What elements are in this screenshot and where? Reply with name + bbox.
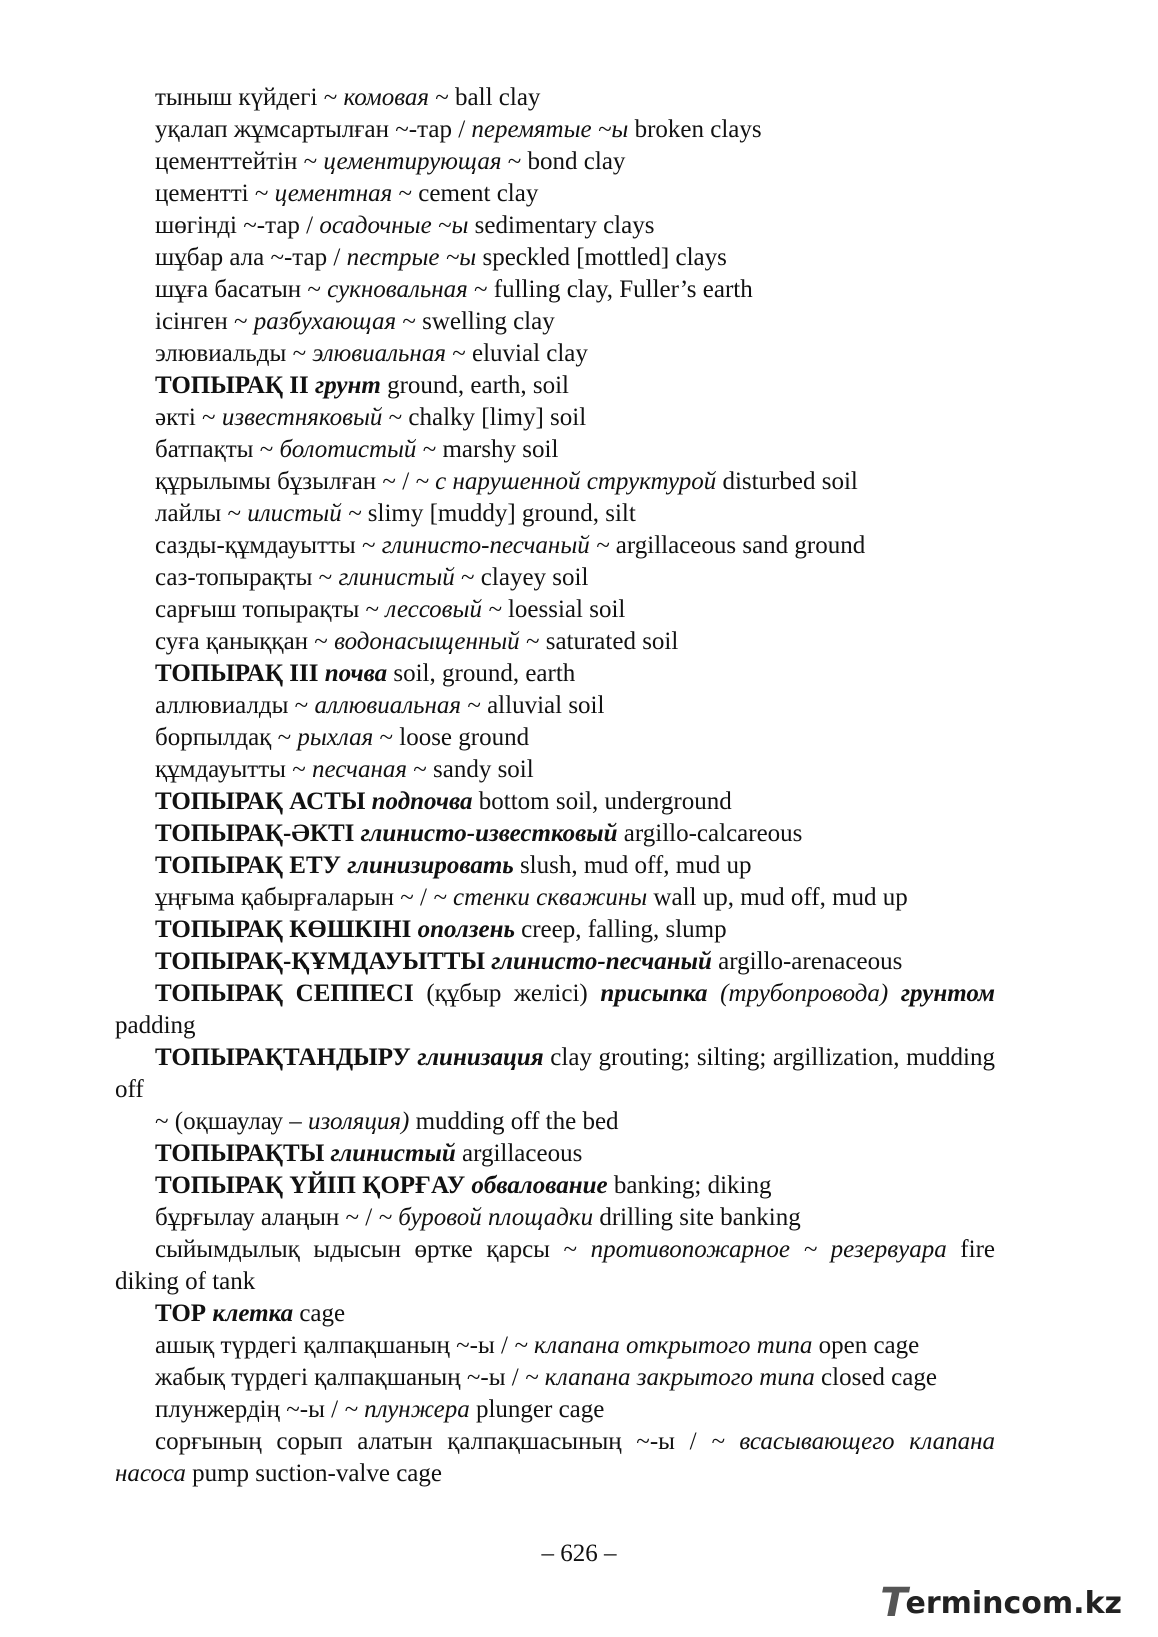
headword-kazakh: ТОПЫРАҚ ҮЙІП ҚОРҒАУ <box>155 1172 472 1199</box>
headword-kazakh: ТОПЫРАҚ ЕТУ <box>155 852 348 879</box>
term-english: creep, falling, slump <box>514 916 727 943</box>
headword-kazakh: ТОПЫРАҚ III <box>155 660 325 687</box>
term-english: ~ ball clay <box>429 84 541 111</box>
term-english: ~ swelling clay <box>396 308 555 335</box>
term-english: cage <box>293 1300 346 1327</box>
dictionary-entry <box>115 530 995 562</box>
headword-russian: глинисто-песчаный <box>491 948 712 975</box>
term-english: open cage <box>812 1332 920 1359</box>
term-english: slimy [muddy] ground, silt <box>361 500 636 527</box>
term-kazakh: сорғының сорып алатын қалпақшасының ~-ы / <box>155 1428 712 1455</box>
dictionary-entry <box>115 402 995 434</box>
headword-kazakh: ТОПЫРАҚ СЕППЕСІ <box>155 980 427 1007</box>
dictionary-entries <box>115 82 995 1490</box>
dictionary-entry <box>115 754 995 786</box>
term-english: ~ cement clay <box>392 180 539 207</box>
term-russian: перемятые ~ы <box>471 116 629 143</box>
headword-kazakh: ТОПЫРАҚ-ҚҰМДАУЫТТЫ <box>155 948 492 975</box>
dictionary-entry <box>115 946 995 978</box>
term-kazakh: ұңғыма қабырғаларын ~ / <box>155 884 434 911</box>
headword-russian: глинизация <box>417 1044 544 1071</box>
dictionary-entry <box>115 882 995 914</box>
term-english: argillaceous <box>455 1140 583 1167</box>
watermark-t-letter: T <box>880 1580 908 1626</box>
term-english: ~ clayey soil <box>454 564 589 591</box>
term-russian: песчаная <box>311 756 407 783</box>
term-kazakh: саз-топырақты ~ <box>155 564 339 591</box>
term-kazakh: батпақты ~ <box>155 436 280 463</box>
term-english: wall up, mud off, mud up <box>647 884 908 911</box>
headword-kazakh: ТОПЫРАҚ АСТЫ <box>155 788 372 815</box>
watermark-text: ermincom.kz <box>905 1585 1122 1621</box>
headword-russian: клетка <box>212 1300 294 1327</box>
term-kazakh: бұрғылау алаңын ~ / <box>155 1204 379 1231</box>
dictionary-entry <box>115 1202 995 1234</box>
dictionary-entry <box>115 306 995 338</box>
term-russian: илистый ~ <box>247 500 362 527</box>
term-kazakh: сазды-құмдауытты ~ <box>155 532 382 559</box>
term-english: ~ sandy soil <box>406 756 534 783</box>
term-kazakh: (құбыр желісі) <box>426 980 601 1007</box>
dictionary-entry <box>115 1330 995 1362</box>
term-english: argillo-arenaceous <box>711 948 903 975</box>
term-russian: (трубопровода) <box>707 980 901 1007</box>
term-kazakh: тыныш күйдегі ~ <box>155 84 344 111</box>
headword-russian: грунт <box>315 372 381 399</box>
dictionary-entry <box>115 338 995 370</box>
term-russian: водонасыщенный <box>334 628 520 655</box>
dictionary-entry <box>115 1394 995 1426</box>
term-russian: цементная <box>274 180 393 207</box>
dictionary-entry <box>115 1138 995 1170</box>
term-kazakh: сыйымдылық ыдысын өртке қарсы ~ <box>155 1236 591 1263</box>
dictionary-entry <box>115 370 995 402</box>
term-english: ~ loose ground <box>373 724 530 751</box>
dictionary-entry <box>115 658 995 690</box>
term-english: bottom soil, underground <box>472 788 732 815</box>
term-russian: пестрые ~ы <box>346 244 477 271</box>
term-russian: аллювиальная <box>314 692 462 719</box>
term-russian: ~ с нарушенной структурой <box>415 468 717 495</box>
dictionary-entry <box>115 146 995 178</box>
dictionary-entry <box>115 914 995 946</box>
term-kazakh: шұға басатын ~ <box>155 276 328 303</box>
term-russian: разбухающая <box>253 308 397 335</box>
term-russian: глинисто-песчаный ~ <box>381 532 610 559</box>
dictionary-entry <box>115 82 995 114</box>
dictionary-entry <box>115 690 995 722</box>
term-english: fire diking of tank <box>115 1236 995 1295</box>
termincom-watermark-logo <box>880 1580 1122 1626</box>
headword-russian: подпочва <box>371 788 473 815</box>
term-russian: ~ клапана закрытого типа <box>524 1364 815 1391</box>
term-kazakh: цементтейтін ~ <box>155 148 324 175</box>
term-english: ground, earth, soil <box>380 372 569 399</box>
term-russian: противопожарное ~ резервуара <box>590 1236 947 1263</box>
term-english: banking; diking <box>607 1172 772 1199</box>
headword-russian: оползень <box>417 916 515 943</box>
headword-kazakh: ТОР <box>155 1300 213 1327</box>
dictionary-entry <box>115 274 995 306</box>
term-english: clay grouting; silting; argillization, mudding off <box>115 1044 995 1103</box>
dictionary-entry <box>115 434 995 466</box>
dictionary-entry <box>115 178 995 210</box>
dictionary-entry <box>115 786 995 818</box>
term-english: closed cage <box>814 1364 937 1391</box>
dictionary-entry <box>115 562 995 594</box>
headword-russian: грунтом <box>900 980 995 1007</box>
term-english: ~ alluvial soil <box>461 692 605 719</box>
headword-kazakh: ТОПЫРАҚ II <box>155 372 315 399</box>
term-english: ~ chalky [limy] soil <box>382 404 587 431</box>
term-english: broken clays <box>628 116 762 143</box>
term-english: ~ bond clay <box>501 148 626 175</box>
term-kazakh: уқалап жұмсартылған ~-тар / <box>155 116 472 143</box>
term-russian: ~ стенки скважины <box>433 884 648 911</box>
term-russian: глинистый <box>338 564 455 591</box>
term-russian: сукновальная <box>327 276 468 303</box>
dictionary-entry <box>115 1298 995 1330</box>
term-english: padding <box>115 1012 196 1039</box>
term-english: sedimentary clays <box>468 212 655 239</box>
term-english: speckled [mottled] clays <box>476 244 727 271</box>
term-kazakh: əкті ~ <box>155 404 222 431</box>
term-kazakh: цементті ~ <box>155 180 275 207</box>
term-english: slush, mud off, mud up <box>513 852 752 879</box>
term-kazakh: құрылымы бұзылған ~ / <box>155 468 416 495</box>
term-english: pump suction-valve cage <box>185 1460 442 1487</box>
term-english: ~ fulling clay, Fuller’s earth <box>467 276 753 303</box>
dictionary-entry <box>115 466 995 498</box>
term-russian: цементирующая <box>323 148 502 175</box>
term-russian: ~ буровой площадки <box>378 1204 594 1231</box>
dictionary-entry <box>115 210 995 242</box>
term-english: disturbed soil <box>716 468 858 495</box>
headword-russian: обвалование <box>471 1172 608 1199</box>
term-russian: элювиальная <box>312 340 446 367</box>
headword-russian: присыпка <box>600 980 708 1007</box>
dictionary-entry <box>115 978 995 1042</box>
term-russian: осадочные ~ы <box>319 212 469 239</box>
term-russian: изоляция) <box>308 1108 410 1135</box>
headword-russian: почва <box>324 660 388 687</box>
term-kazakh: лайлы ~ <box>155 500 248 527</box>
term-kazakh: ашық түрдегі қалпақшаның ~-ы / <box>155 1332 515 1359</box>
headword-kazakh: ТОПЫРАҚТЫ <box>155 1140 331 1167</box>
term-kazakh: суға қаныққан ~ <box>155 628 335 655</box>
term-russian: болотистый <box>279 436 417 463</box>
headword-kazakh: ТОПЫРАҚ КӨШКІНІ <box>155 916 418 943</box>
dictionary-entry <box>115 498 995 530</box>
term-kazakh: элювиальды ~ <box>155 340 313 367</box>
term-russian: рыхлая <box>297 724 374 751</box>
term-kazakh: ісінген ~ <box>155 308 254 335</box>
term-kazakh: борпылдақ ~ <box>155 724 298 751</box>
dictionary-entry <box>115 626 995 658</box>
term-english: loessial soil <box>501 596 626 623</box>
term-russian: лессовый ~ <box>385 596 502 623</box>
term-russian: комовая <box>343 84 430 111</box>
term-english: argillo-calcareous <box>617 820 803 847</box>
term-kazakh: шұбар ала ~-тар / <box>155 244 347 271</box>
dictionary-entry <box>115 1042 995 1106</box>
headword-russian: глинистый <box>330 1140 456 1167</box>
dictionary-entry <box>115 1234 995 1298</box>
term-kazakh: сарғыш топырақты ~ <box>155 596 386 623</box>
term-kazakh: ~ (оқшаулау – <box>155 1108 309 1135</box>
dictionary-entry <box>115 1106 995 1138</box>
term-kazakh: құмдауытты ~ <box>155 756 312 783</box>
term-english: ~ marshy soil <box>416 436 559 463</box>
dictionary-entry <box>115 242 995 274</box>
dictionary-entry <box>115 850 995 882</box>
dictionary-entry <box>115 114 995 146</box>
term-kazakh: жабық түрдегі қалпақшаның ~-ы / <box>155 1364 525 1391</box>
term-russian: известняковый <box>221 404 383 431</box>
page-number: – 626 – <box>541 1540 617 1567</box>
term-english: plunger cage <box>469 1396 605 1423</box>
dictionary-entry <box>115 1362 995 1394</box>
headword-kazakh: ТОПЫРАҚТАНДЫРУ <box>155 1044 418 1071</box>
term-russian: ~ всасывающего клапана насоса <box>115 1428 995 1487</box>
term-kazakh: плунжердің ~-ы / <box>155 1396 345 1423</box>
dictionary-entry <box>115 722 995 754</box>
term-english: argillaceous sand ground <box>609 532 866 559</box>
term-russian: ~ клапана открытого типа <box>514 1332 813 1359</box>
dictionary-entry <box>115 1426 995 1490</box>
term-kazakh: шөгінді ~-тар / <box>155 212 320 239</box>
term-kazakh: аллювиалды ~ <box>155 692 315 719</box>
term-english: ~ saturated soil <box>519 628 679 655</box>
headword-russian: глинизировать <box>347 852 514 879</box>
dictionary-entry <box>115 594 995 626</box>
headword-kazakh: ТОПЫРАҚ-ƏКТІ <box>155 820 361 847</box>
term-english: mudding off the bed <box>409 1108 619 1135</box>
headword-russian: глинисто-известковый <box>360 820 618 847</box>
term-english: drilling site banking <box>593 1204 801 1231</box>
dictionary-entry <box>115 818 995 850</box>
term-english: ~ eluvial clay <box>445 340 588 367</box>
dictionary-entry <box>115 1170 995 1202</box>
term-russian: ~ плунжера <box>344 1396 470 1423</box>
term-english: soil, ground, earth <box>387 660 576 687</box>
